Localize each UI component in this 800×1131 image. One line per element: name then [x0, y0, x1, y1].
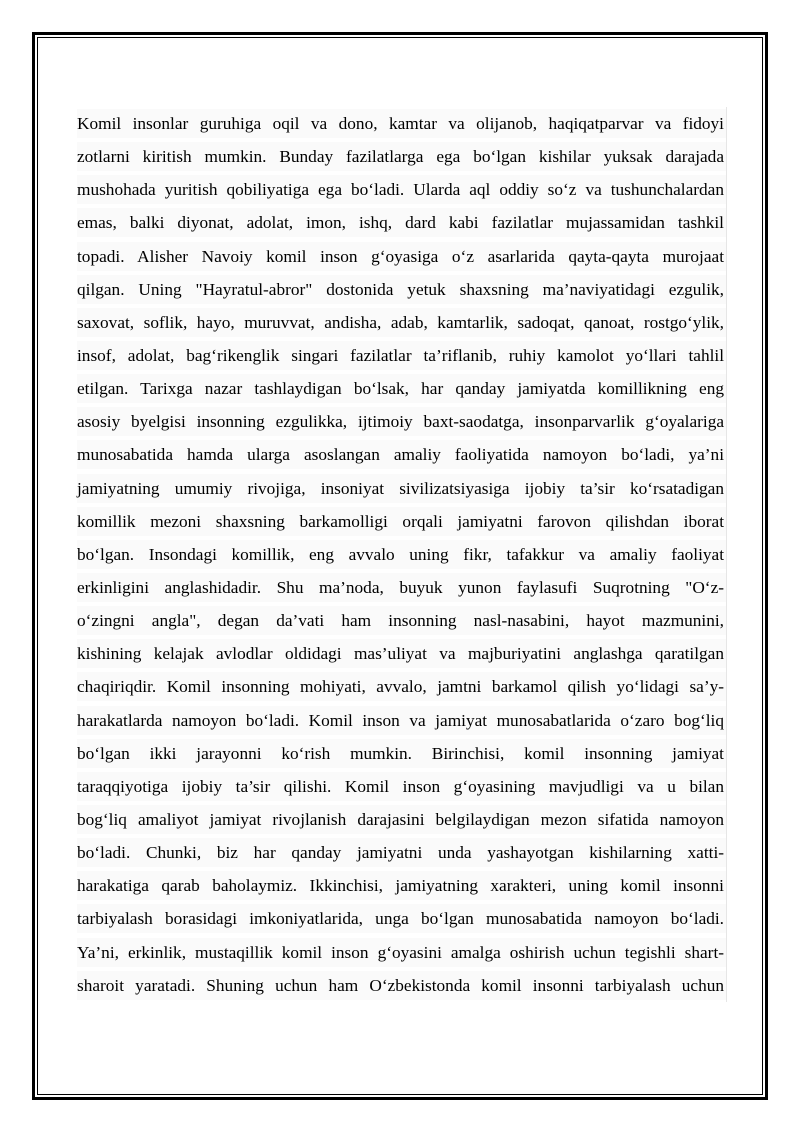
text-line-14: bo‘lgan. Insondagi komillik, eng avvalo uning fikr, tafakkur va amaliy faoliyat [77, 538, 727, 571]
text-line-23: bo‘ladi. Chunki, biz har qanday jamiyatni unda yashayotgan kishilarning xatti- [77, 836, 727, 869]
text-line-7: saxovat, soflik, hayo, muruvvat, andisha, adab, kamtarlik, sadoqat, qanoat, rostgo‘ylik, [77, 306, 727, 339]
text-line-22: bog‘liq amaliyot jamiyat rivojlanish darajasini belgilaydigan mezon sifatida namoyon [77, 803, 727, 836]
text-line-27: sharoit yaratadi. Shuning uchun ham O‘zbekistonda komil insonni tarbiyalash uchun [77, 969, 727, 1002]
text-line-6: qilgan. Uning "Hayratul-abror" dostonida yetuk shaxsning ma’naviyatidagi ezgulik, [77, 273, 727, 306]
text-line-9: etilgan. Tarixga nazar tashlaydigan bo‘lsak, har qanday jamiyatda komillikning eng [77, 372, 727, 405]
text-line-11: munosabatida hamda ularga asoslangan amaliy faoliyatida namoyon bo‘ladi, ya’ni [77, 438, 727, 471]
text-line-26: Ya’ni, erkinlik, mustaqillik komil inson g‘oyasini amalga oshirish uchun tegishli shart- [77, 936, 727, 969]
text-line-15: erkinligini anglashidadir. Shu ma’noda, buyuk yunon faylasufi Suqrotning "O‘z- [77, 571, 727, 604]
text-line-12: jamiyatning umumiy rivojiga, insoniyat sivilizatsiyasiga ijobiy ta’sir ko‘rsatadigan [77, 472, 727, 505]
text-line-16: o‘zingni angla", degan da’vati ham insonning nasl-nasabini, hayot mazmunini, [77, 604, 727, 637]
text-line-19: harakatlarda namoyon bo‘ladi. Komil inson va jamiyat munosabatlarida o‘zaro bog‘liq [77, 704, 727, 737]
text-line-18: chaqiriqdir. Komil insonning mohiyati, avvalo, jamtni barkamol qilish yo‘lidagi sa’y- [77, 670, 727, 703]
text-line-1: Komil insonlar guruhiga oqil va dono, kamtar va olijanob, haqiqatparvar va fidoyi [77, 107, 727, 140]
text-line-21: taraqqiyotiga ijobiy ta’sir qilishi. Komil inson g‘oyasining mavjudligi va u bilan [77, 770, 727, 803]
text-line-17: kishining kelajak avlodlar oldidagi mas’uliyat va majburiyatini anglashga qaratilgan [77, 637, 727, 670]
text-line-5: topadi. Alisher Navoiy komil inson g‘oyasiga o‘z asarlarida qayta-qayta murojaat [77, 240, 727, 273]
text-line-4: emas, balki diyonat, adolat, imon, ishq, dard kabi fazilatlar mujassamidan tashkil [77, 206, 727, 239]
text-line-8: insof, adolat, bag‘rikenglik singari fazilatlar ta’riflanib, ruhiy kamolot yo‘llari tahlil [77, 339, 727, 372]
text-line-2: zotlarni kiritish mumkin. Bunday fazilatlarga ega bo‘lgan kishilar yuksak darajada [77, 140, 727, 173]
text-line-25: tarbiyalash borasidagi imkoniyatlarida, unga bo‘lgan munosabatida namoyon bo‘ladi. [77, 902, 727, 935]
text-line-20: bo‘lgan ikki jarayonni ko‘rish mumkin. Birinchisi, komil insonning jamiyat [77, 737, 727, 770]
text-line-10: asosiy byelgisi insonning ezgulikka, ijtimoiy baxt-saodatga, insonparvarlik g‘oyalariga [77, 405, 727, 438]
text-line-13: komillik mezoni shaxsning barkamolligi orqali jamiyatni farovon qilishdan iborat [77, 505, 727, 538]
text-line-24: harakatiga qarab baholaymiz. Ikkinchisi, jamiyatning xarakteri, uning komil insonni [77, 869, 727, 902]
body-text [77, 107, 727, 1002]
text-line-3: mushohada yuritish qobiliyatiga ega bo‘ladi. Ularda aql oddiy so‘z va tushunchalardan [77, 173, 727, 206]
